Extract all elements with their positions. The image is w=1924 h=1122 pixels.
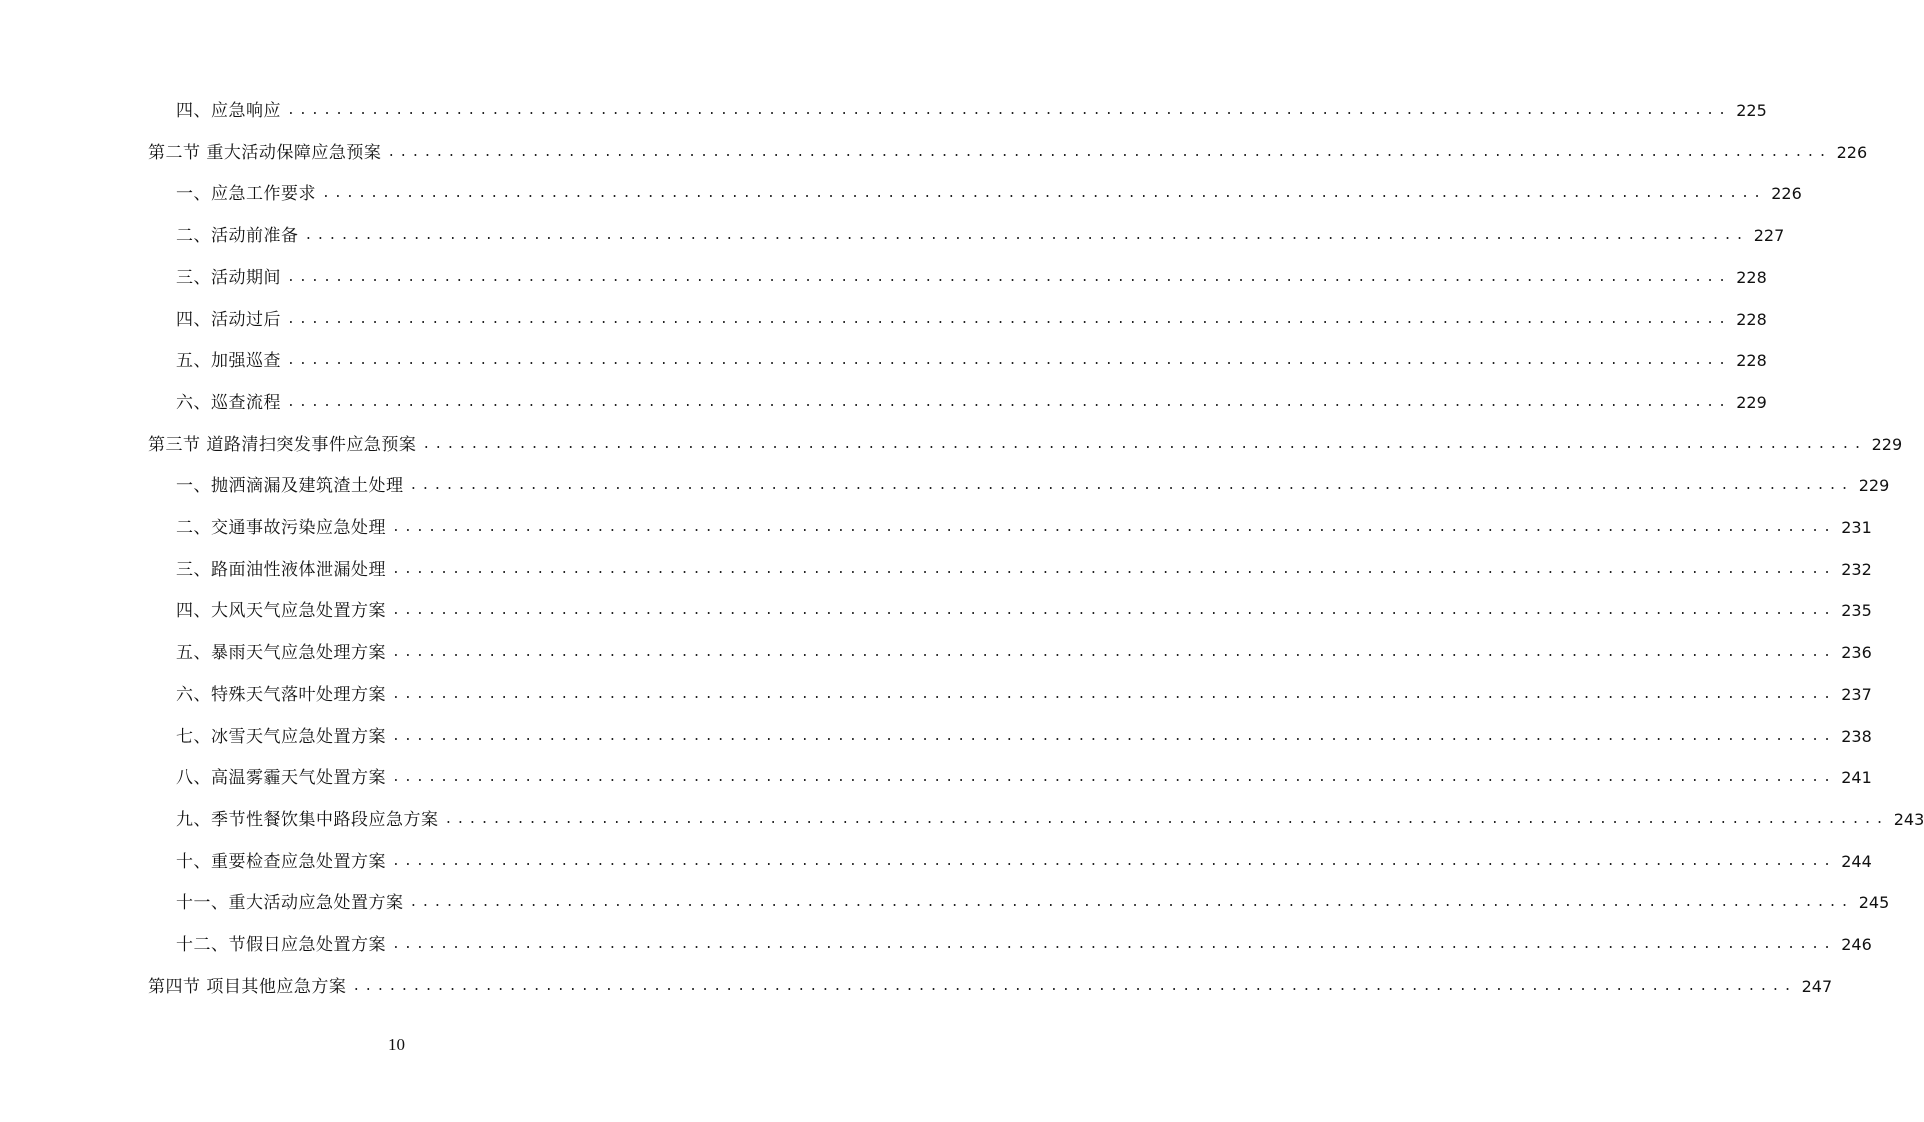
toc-entry-page-number: 237 [1841,684,1872,704]
toc-section-entry[interactable] [148,138,1868,168]
toc-leader-dots: ........................................................................................................................ [392,686,1836,702]
toc-leader-dots: ........................................................................................................................ [392,561,1836,577]
toc-leader-dots: ........................................................................................................................ [287,269,1731,285]
toc-item-entry[interactable] [176,263,1767,293]
toc-entry-title: 第三节 道路清扫突发事件应急预案 [148,434,417,455]
toc-item-entry[interactable] [176,179,1802,209]
toc-entry-title: 五、暴雨天气应急处理方案 [176,643,386,664]
toc-item-entry[interactable] [176,346,1767,376]
toc-entry-title: 十、重要检查应急处置方案 [176,851,386,872]
toc-item-entry[interactable] [176,305,1767,335]
toc-leader-dots: ........................................................................................................................ [409,478,1853,494]
toc-entry-page-number: 232 [1841,559,1872,579]
toc-entry-page-number: 226 [1771,184,1802,204]
toc-entry-title: 二、活动前准备 [176,226,299,247]
toc-entry-page-number: 247 [1801,976,1833,996]
toc-leader-dots: ........................................................................................................................ [392,645,1836,661]
toc-entry-title: 三、活动期间 [176,267,281,288]
toc-leader-dots: ........................................................................................................................ [409,895,1853,911]
toc-entry-page-number: 231 [1841,518,1872,537]
toc-item-entry[interactable] [176,596,1872,626]
toc-item-entry[interactable] [176,888,1890,918]
toc-leader-dots: ........................................................................................................................ [287,103,1731,118]
toc-entry-page-number: 246 [1841,935,1872,954]
toc-entry-title: 第二节 重大活动保障应急预案 [148,142,382,163]
toc-entry-page-number: 238 [1841,726,1872,746]
toc-leader-dots: ........................................................................................................................ [392,520,1836,535]
toc-item-entry[interactable] [176,638,1872,668]
toc-entry-page-number: 227 [1753,226,1785,246]
toc-section-entry[interactable] [148,430,1903,460]
toc-leader-dots: ........................................................................................................................ [392,770,1836,786]
toc-leader-dots: ........................................................................................................................ [322,186,1766,202]
toc-entry-title: 四、应急响应 [176,101,281,121]
toc-entry-page-number: 225 [1736,101,1767,120]
toc-entry-page-number: 236 [1841,643,1872,663]
toc-item-entry[interactable] [176,805,1924,835]
toc-item-entry[interactable] [176,513,1872,543]
toc-entry-page-number: 228 [1736,309,1767,329]
toc-section-entry[interactable] [148,972,1833,1002]
toc-leader-dots: ........................................................................................................................ [287,353,1731,369]
toc-entry-page-number: 244 [1841,851,1872,871]
toc-entry-title: 第四节 项目其他应急方案 [148,976,347,997]
toc-entry-title: 八、高温雾霾天气处置方案 [176,768,386,789]
toc-entry-title: 六、巡查流程 [176,392,281,413]
page-number: 10 [388,1035,405,1054]
toc-entry-title: 三、路面油性液体泄漏处理 [176,559,386,580]
toc-entry-title: 一、应急工作要求 [176,184,316,205]
toc-entry-title: 四、活动过后 [176,309,281,330]
toc-item-entry[interactable] [176,722,1872,752]
toc-entry-title: 十二、节假日应急处置方案 [176,935,386,955]
toc-entry-page-number: 241 [1841,768,1872,788]
toc-entry-page-number: 243 [1893,809,1924,829]
toc-leader-dots: ........................................................................................................................ [304,228,1748,244]
toc-entry-title: 一、抛洒滴漏及建筑渣土处理 [176,476,404,497]
toc-item-entry[interactable] [176,96,1767,126]
toc-leader-dots: ........................................................................................................................ [387,144,1831,160]
toc-item-entry[interactable] [176,388,1767,418]
toc-leader-dots: ........................................................................................................................ [287,311,1731,327]
toc-entry-page-number: 228 [1736,351,1767,371]
toc-item-entry[interactable] [176,930,1872,960]
toc-entry-page-number: 229 [1871,434,1903,454]
toc-entry-title: 九、季节性餐饮集中路段应急方案 [176,809,439,830]
toc-leader-dots: ........................................................................................................................ [392,937,1836,952]
toc-leader-dots: ........................................................................................................................ [444,811,1888,827]
toc-item-entry[interactable] [176,555,1872,585]
toc-entry-page-number: 245 [1858,893,1890,913]
toc-item-entry[interactable] [176,847,1872,877]
toc-leader-dots: ........................................................................................................................ [392,853,1836,869]
toc-entry-title: 四、大风天气应急处置方案 [176,601,386,622]
toc-item-entry[interactable] [176,221,1785,251]
toc-leader-dots: ........................................................................................................................ [392,728,1836,744]
toc-item-entry[interactable] [176,763,1872,793]
toc-leader-dots: ........................................................................................................................ [352,978,1796,994]
toc-entry-page-number: 229 [1736,392,1767,412]
toc-entry-title: 二、交通事故污染应急处理 [176,518,386,538]
toc-leader-dots: ........................................................................................................................ [287,394,1731,410]
toc-entry-page-number: 229 [1858,476,1890,496]
toc-entry-title: 七、冰雪天气应急处置方案 [176,726,386,747]
toc-entry-title: 六、特殊天气落叶处理方案 [176,684,386,705]
toc-entry-page-number: 226 [1836,142,1868,162]
toc-entry-page-number: 228 [1736,267,1767,287]
toc-entry-title: 五、加强巡查 [176,351,281,372]
toc-item-entry[interactable] [176,471,1890,501]
toc-entry-page-number: 235 [1841,601,1872,621]
toc-leader-dots: ........................................................................................................................ [392,603,1836,619]
toc-leader-dots: ........................................................................................................................ [422,436,1866,452]
toc-item-entry[interactable] [176,680,1872,710]
toc-entry-title: 十一、重大活动应急处置方案 [176,893,404,914]
